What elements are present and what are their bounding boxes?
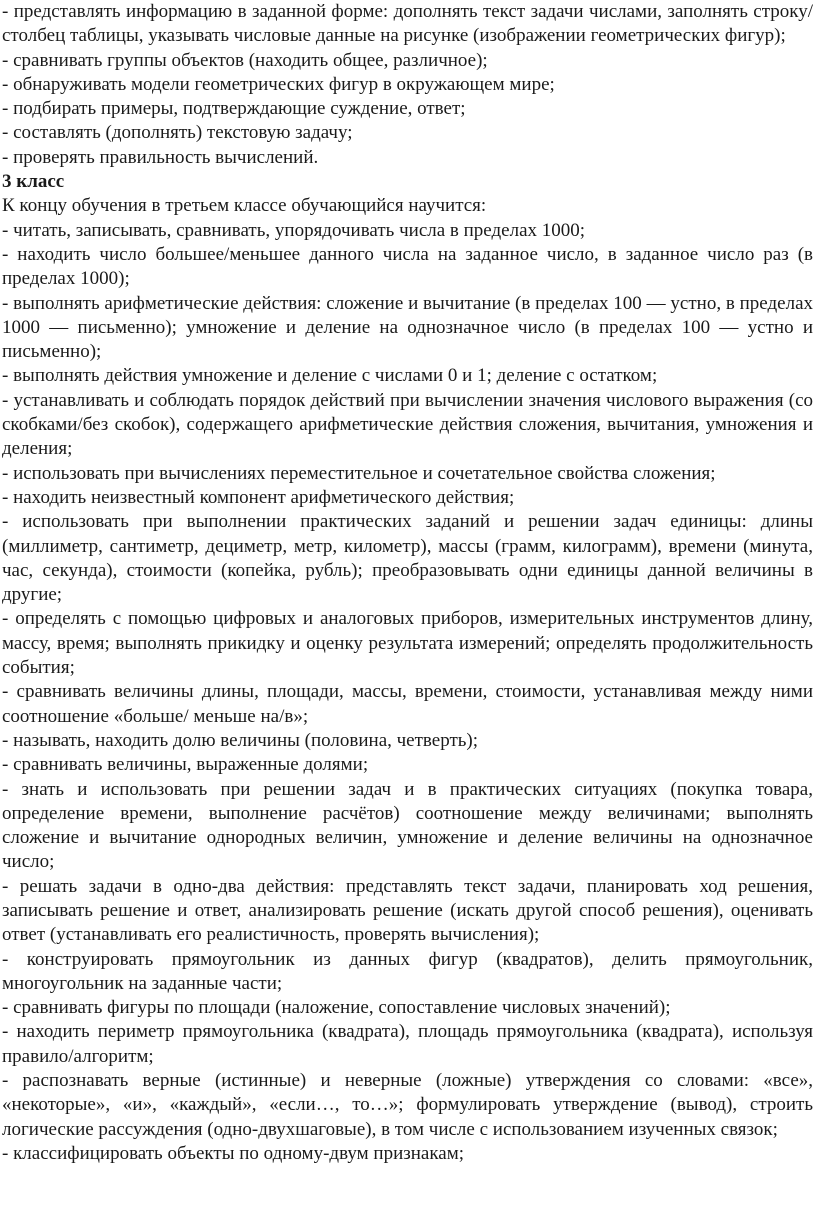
list-item: - решать задачи в одно-два действия: представлять текст задачи, планировать ход решения, записывать решение и ответ, анализировать решение (искать другой способ решения), оценивать ответ (устанавливать его реалистичность, проверять вычисления); — [2, 875, 813, 946]
list-item: - обнаруживать модели геометрических фигур в окружающем мире; — [2, 73, 555, 95]
list-item: - называть, находить долю величины (половина, четверть); — [2, 729, 479, 751]
list-item: - устанавливать и соблюдать порядок действий при вычислении значения числового выражения (со скобками/без скобок), содержащего арифметические действия сложения, вычитания, умножения и деления; — [2, 389, 813, 460]
section-heading: 3 класс — [2, 171, 65, 193]
list-item: - читать, записывать, сравнивать, упорядочивать числа в пределах 1000; — [2, 219, 586, 241]
list-item: - подбирать примеры, подтверждающие суждение, ответ; — [2, 98, 466, 120]
list-item: - представлять информацию в заданной форме: дополнять текст задачи числами, заполнять строку/столбец таблицы, указывать числовые данные на рисунке (изображении геометрических фигур); — [2, 1, 813, 47]
list-item: - сравнивать группы объектов (находить общее, различное); — [2, 49, 488, 71]
list-item: - использовать при выполнении практических заданий и решении задач единицы: длины (миллиметр, сантиметр, дециметр, метр, километр), массы (грамм, килограмм), времени (минута, час, секунда), стоимости (копейка, рубль); преобразовывать одни единицы данной величины в другие; — [2, 511, 813, 606]
list-item: - находить число большее/меньшее данного числа на заданное число, в заданное число раз (в пределах 1000); — [2, 243, 813, 290]
list-item: - использовать при вычислениях переместительное и сочетательное свойства сложения; — [2, 462, 716, 484]
list-item: - сравнивать фигуры по площади (наложение, сопоставление числовых значений); — [2, 997, 671, 1019]
list-item: - находить неизвестный компонент арифметического действия; — [2, 486, 515, 508]
list-item: - знать и использовать при решении задач и в практических ситуациях (покупка товара, определение времени, выполнение расчётов) соотношение между величинами; выполнять сложение и вычитание однородных величин, умножение и деление величины на однозначное число; — [2, 778, 813, 873]
list-item: - проверять правильность вычислений. — [2, 146, 319, 168]
list-item: - выполнять арифметические действия: сложение и вычитание (в пределах 100 — устно, в пределах 1000 — письменно); умножение и деление на однозначное число (в пределах 100 — устно и письменно); — [2, 292, 813, 363]
section-intro: К концу обучения в третьем классе обучающийся научится: — [2, 195, 487, 217]
list-item: - находить периметр прямоугольника (квадрата), площадь прямоугольника (квадрата), используя правило/алгоритм; — [2, 1021, 813, 1067]
list-item: - определять с помощью цифровых и аналоговых приборов, измерительных инструментов длину, массу, время; выполнять прикидку и оценку результата измерений; определять продолжительность события; — [2, 608, 813, 679]
list-item: - распознавать верные (истинные) и неверные (ложные) утверждения со словами: «все», «некоторые», «и», «каждый», «если…, то…»; формулировать утверждение (вывод), строить логические рассуждения (одно-двухшаговые), в том числе с использованием изученных связок; — [2, 1070, 813, 1140]
list-item: - сравнивать величины, выраженные долями; — [2, 754, 369, 776]
list-item: - составлять (дополнять) текстовую задачу; — [2, 122, 353, 144]
list-item: - конструировать прямоугольник из данных фигур (квадратов), делить прямоугольник, многоугольник на заданные части; — [2, 948, 813, 994]
list-item: - классифицировать объекты по одному-двум признакам; — [2, 1142, 465, 1164]
list-item: - сравнивать величины длины, площади, массы, времени, стоимости, устанавливая между ними соотношение «больше/ меньше на/в»; — [2, 681, 813, 727]
list-item: - выполнять действия умножение и деление с числами 0 и 1; деление с остатком; — [2, 365, 658, 387]
